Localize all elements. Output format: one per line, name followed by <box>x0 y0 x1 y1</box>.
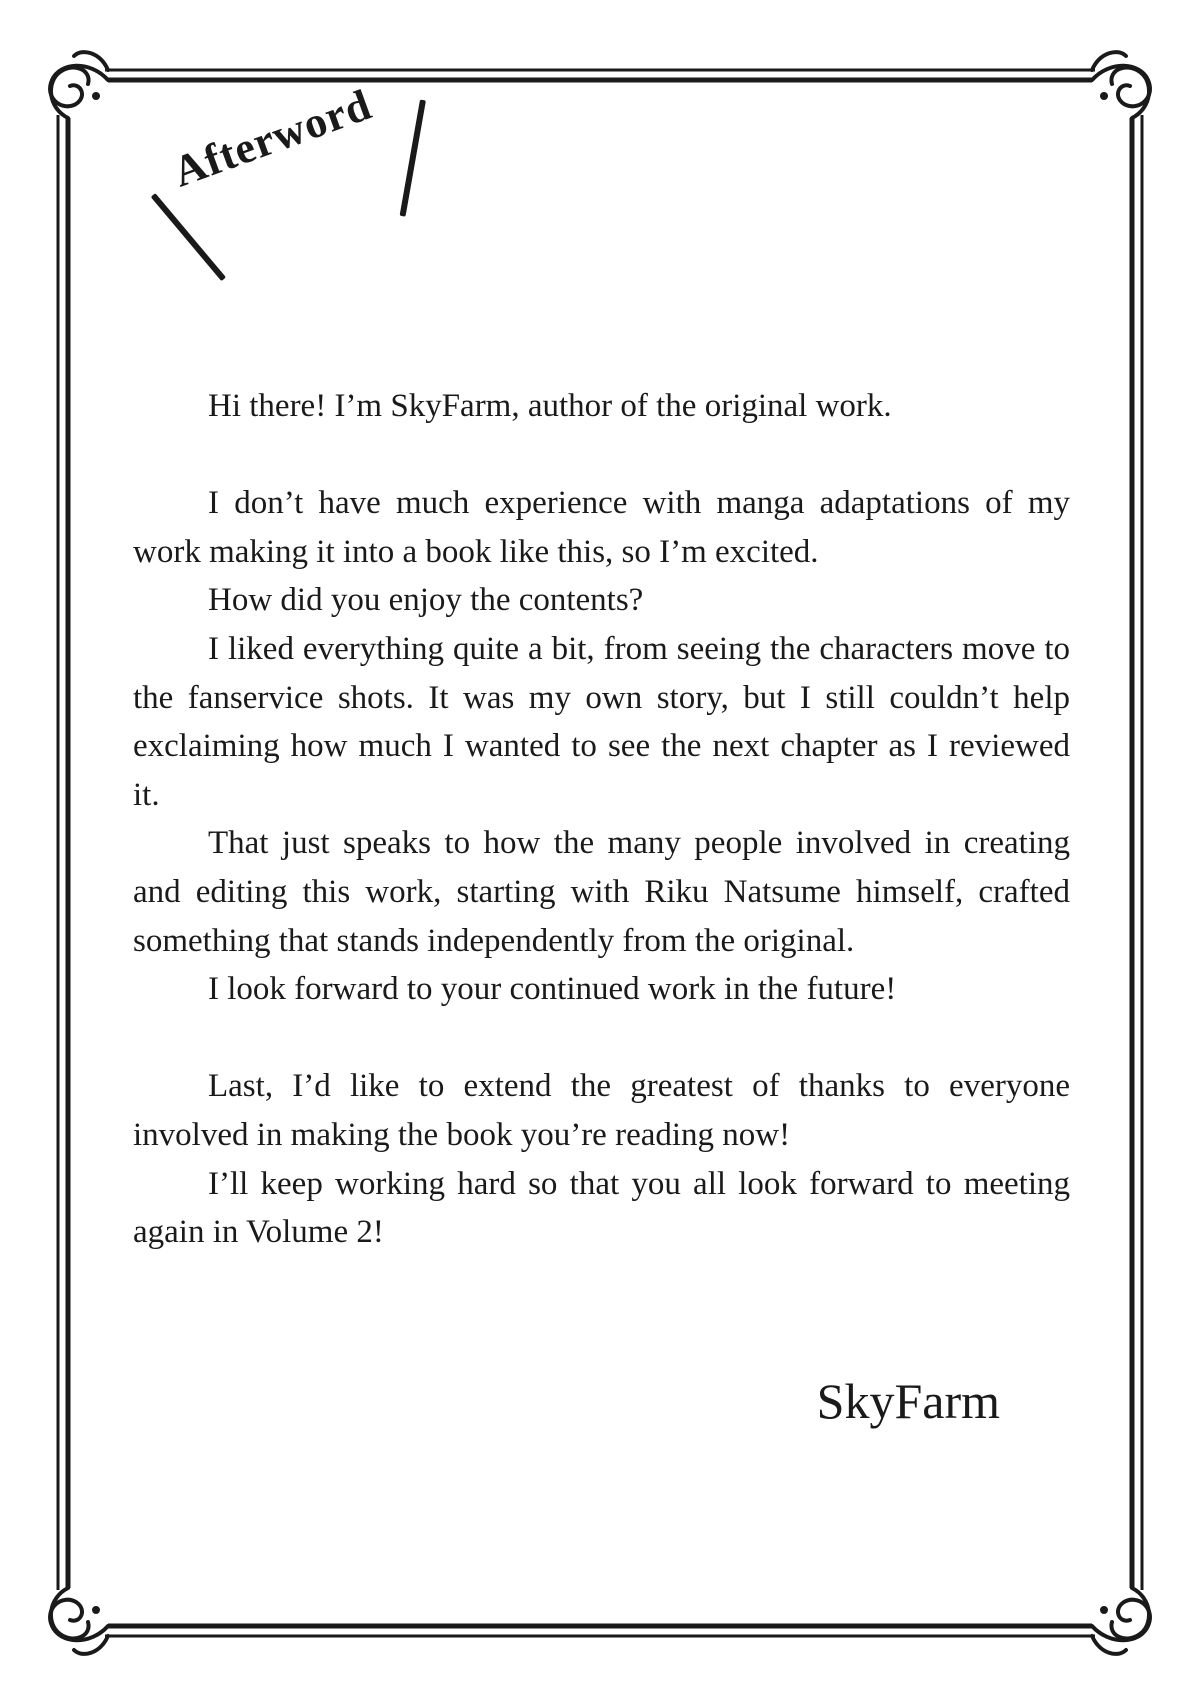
paragraph-look-forward: I look forward to your continued work in the future! <box>208 971 897 1008</box>
paragraph-thanks: Last, I’d like to extend the greatest of thanks to everyone involved in making the book you’re reading now! <box>133 1068 1070 1153</box>
paragraph-speaks: That just speaks to how the many people involved in creating and editing this work, starting with Riku Natsume himself, crafted something that stands independently from the original. <box>133 825 1070 959</box>
paragraph-liked: I liked everything quite a bit, from seeing the characters move to the fanservice shots. It was my own story, but I still couldn’t help exclaiming how much I wanted to see the next chapter as I reviewed it. <box>133 630 1070 813</box>
afterword-body <box>133 382 1070 1257</box>
author-signature: SkyFarm <box>816 1373 1000 1429</box>
paragraph-greeting: Hi there! I’m SkyFarm, author of the original work. <box>208 388 892 424</box>
paragraph-question: How did you enjoy the contents? <box>208 582 644 619</box>
page-title: Afterword <box>166 79 378 197</box>
paragraph-volume-2: I’ll keep working hard so that you all look forward to meeting again in Volume 2! <box>133 1165 1070 1251</box>
paragraph-experience: I don’t have much experience with manga adaptations of my work making it into a book like this, so I’m excited. <box>133 485 1070 570</box>
